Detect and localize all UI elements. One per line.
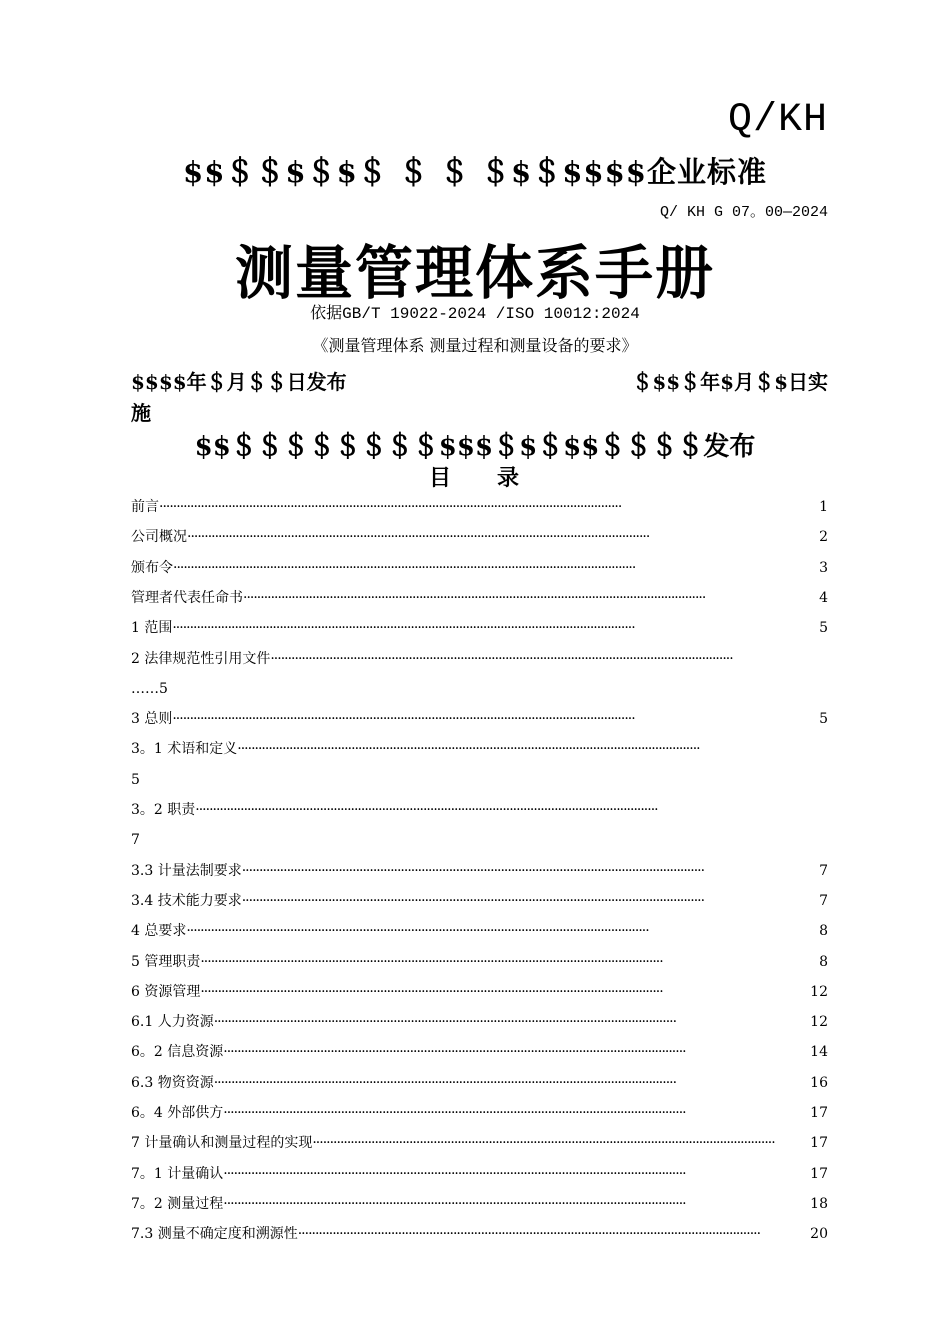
toc-entry-page: 7: [819, 863, 828, 879]
toc-entry-page-wrap: 5: [131, 772, 140, 788]
toc-entry-page: 17: [810, 1166, 828, 1182]
standard-name: 《测量管理体系 测量过程和测量设备的要求》: [312, 336, 638, 355]
toc-entry[interactable]: [131, 800, 828, 820]
toc-entry[interactable]: [131, 861, 828, 881]
toc-entry-leader: ······································································································································: [172, 711, 635, 727]
toc-entry-label: 颁布令: [131, 560, 173, 576]
toc-entry-page: 2: [819, 529, 828, 545]
toc-heading-left: 目: [428, 465, 453, 491]
toc-entry[interactable]: [131, 1012, 828, 1032]
toc-entry-page: 8: [819, 923, 828, 939]
toc-entry-leader: ······································································································································: [213, 1075, 677, 1091]
toc-entry-leader: ······································································································································: [187, 529, 650, 545]
toc-entry-label: 7。2 测量过程: [131, 1196, 224, 1212]
toc-entry-label: 6 资源管理: [131, 984, 201, 1000]
toc-entry-page: 4: [819, 590, 828, 606]
toc-entry-page: 17: [810, 1105, 828, 1121]
toc-entry[interactable]: [131, 588, 828, 608]
toc-entry-leader: ······································································································································: [270, 651, 733, 667]
toc-heading: [0, 461, 950, 492]
toc-entry-page: 12: [810, 1014, 828, 1030]
toc-entry-label: 3。2 职责: [131, 802, 196, 818]
toc-entry-page: 17: [810, 1135, 828, 1151]
toc-entry-page: 5: [819, 620, 828, 636]
toc-entry-leader: ······································································································································: [243, 590, 706, 606]
toc-entry-page-wrap: ……5: [131, 681, 168, 697]
toc-entry-label: 7.3 测量不确定度和溯源性: [131, 1226, 298, 1242]
toc-entry-label: 6。4 外部供方: [131, 1105, 224, 1121]
page-title: 测量管理体系手册: [234, 239, 715, 307]
toc-entry-label: 5 管理职责: [131, 954, 201, 970]
toc-entry-leader: ······································································································································: [223, 1166, 686, 1182]
toc-entry-leader: ······································································································································: [241, 863, 705, 879]
toc-entry[interactable]: [131, 982, 828, 1002]
toc-entry-label: 管理者代表任命书: [131, 590, 243, 606]
toc-entry-label: 6.1 人力资源: [131, 1014, 214, 1030]
toc-entry[interactable]: [131, 921, 828, 941]
toc-entry-label: 4 总要求: [131, 923, 187, 939]
toc-entry-label: 6.3 物资资源: [131, 1075, 214, 1091]
toc-entry-label: 3。1 术语和定义: [131, 741, 238, 757]
toc-entry[interactable]: [131, 1103, 828, 1123]
toc-entry[interactable]: [131, 649, 828, 669]
toc-entry-label: 3 总则: [131, 711, 173, 727]
toc-entry[interactable]: [131, 497, 828, 517]
toc-entry-leader: ······································································································································: [297, 1226, 761, 1242]
toc-entry-label: 3.3 计量法制要求: [131, 863, 242, 879]
toc-entry-leader: ······································································································································: [237, 741, 700, 757]
toc-entry-leader: ······································································································································: [195, 802, 658, 818]
implementation-date: ＄$$＄年$月＄$日实: [632, 370, 828, 394]
toc-entry[interactable]: [131, 739, 828, 759]
implementation-date-wrap: 施: [131, 401, 151, 425]
toc-entry-label: 7。1 计量确认: [131, 1166, 224, 1182]
standard-code: Q/KH: [727, 98, 828, 143]
toc-heading-right: 录: [497, 465, 522, 491]
toc-entry-page: 14: [810, 1044, 828, 1060]
toc-entry-leader: ······································································································································: [173, 560, 636, 576]
issue-date: $$$$年＄月＄＄日发布: [131, 370, 347, 394]
toc-entry-page: 1: [819, 499, 828, 515]
basis-standard: 依据GB/T 19022-2024 /ISO 10012:2024: [310, 305, 640, 323]
toc-entry-page: 5: [819, 711, 828, 727]
toc-entry[interactable]: [131, 952, 828, 972]
toc-entry-leader: ······································································································································: [159, 499, 622, 515]
company-standard-title: $$＄＄$＄$＄ ＄ ＄ ＄$＄$$$$企业标准: [183, 155, 767, 189]
toc-entry[interactable]: [131, 1042, 828, 1062]
toc-entry-label: 2 法律规范性引用文件: [131, 651, 271, 667]
publisher-line: $$＄＄＄＄＄＄＄＄$$$＄$＄$$＄＄＄＄发布: [194, 432, 756, 462]
document-number: Q/ KH G 07。00—2024: [659, 204, 828, 221]
toc-entry-label: 前言: [131, 499, 159, 515]
toc-entry-label: 1 范围: [131, 620, 173, 636]
toc-entry[interactable]: [131, 1133, 828, 1153]
toc-entry-leader: ······································································································································: [172, 620, 635, 636]
toc-entry-leader: ······································································································································: [186, 923, 649, 939]
toc-entry-leader: ······································································································································: [200, 984, 663, 1000]
toc-entry-leader: ······································································································································: [312, 1135, 775, 1151]
toc-entry-leader: ······································································································································: [241, 893, 705, 909]
toc-entry[interactable]: [131, 891, 828, 911]
toc-entry-page: 3: [819, 560, 828, 576]
toc-entry-page: 8: [819, 954, 828, 970]
toc-entry-leader: ······································································································································: [200, 954, 663, 970]
toc-entry-page: 18: [810, 1196, 828, 1212]
toc-entry-leader: ······································································································································: [223, 1196, 686, 1212]
toc-entry-label: 6。2 信息资源: [131, 1044, 224, 1060]
toc-entry-label: 公司概况: [131, 529, 187, 545]
toc-entry-page: 12: [810, 984, 828, 1000]
toc-entry[interactable]: [131, 558, 828, 578]
toc-entry[interactable]: [131, 709, 828, 729]
toc-entry-label: 7 计量确认和测量过程的实现: [131, 1135, 313, 1151]
toc-entry-label: 3.4 技术能力要求: [131, 893, 242, 909]
toc-entry-leader: ······································································································································: [223, 1044, 686, 1060]
toc-entry-page: 16: [810, 1075, 828, 1091]
toc-entry[interactable]: [131, 527, 828, 547]
toc-entry[interactable]: [131, 618, 828, 638]
toc-entry-leader: ······································································································································: [223, 1105, 686, 1121]
toc-entry[interactable]: [131, 1164, 828, 1184]
toc-entry-leader: ······································································································································: [213, 1014, 677, 1030]
toc-entry-page: 7: [819, 893, 828, 909]
toc-entry-page: 20: [810, 1226, 828, 1242]
toc-entry[interactable]: [131, 1194, 828, 1214]
toc-entry[interactable]: [131, 1224, 828, 1244]
toc-entry-page-wrap: 7: [131, 832, 140, 848]
toc-entry[interactable]: [131, 1073, 828, 1093]
